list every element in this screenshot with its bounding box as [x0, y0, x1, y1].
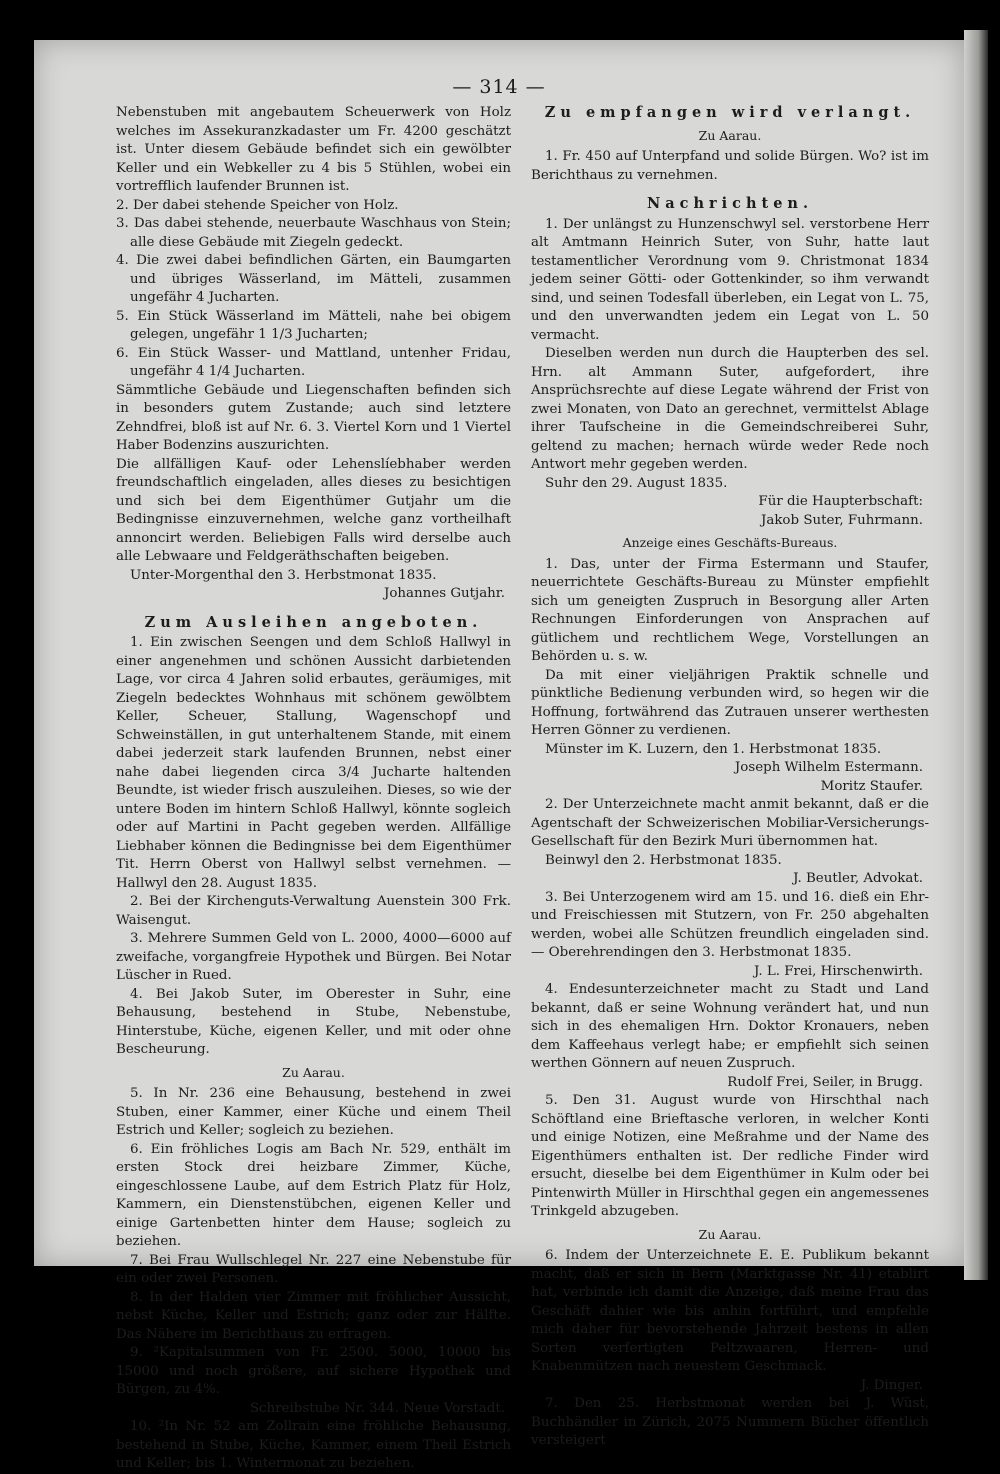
signature: J. Dinger.: [860, 1377, 923, 1393]
notice: 1. Das, unter der Firma Estermann und Staufer, neuerrichtete Geschäfts-Bureau zu Münster empfiehlt sich um geneigten Zuspruch in Besorgung aller Arten Rechnungen Einforderungen von Ansprachen auf gütlichem und rechtlichem Wege, Vorstellungen an Behörden u. s. w.: [531, 556, 929, 664]
paragraph: Nebenstuben mit angebautem Scheuerwerk von Holz welches im Assekuranzkadaster um Fr. 4200 geschätzt ist. Unter diesem Gebäude befindet sich ein gewölbter Keller und ein Webkeller zu 4 bis 5 Stühlen, wobei ein vortrefflich laufender Brunnen ist.: [116, 105, 511, 194]
notice: 1. Ein zwischen Seengen und dem Schloß Hallwyl in einer angenehmen und schönen Aussicht darbietenden Lage, vor circa 4 Jahren solid erbautes, geräumiges, mit Ziegeln bedecktes Wohnhaus mit schönem gewölbtem Keller, Scheuer, Stallung, Wagenschopf und Schweinställen, in gut unterhaltenem Stande, mit einem dabei jederzeit stark laufenden Brunnen, nebst einer nahe dabei liegenden circa 3/4 Jucharte haltenden Beundte, ist wieder frisch auszuleihen. Dieses, so wie der untere Boden im hintern Schloß Hallwyl, könnte sogleich oder auf Martini in Pacht gegeben werden. Allfällige Liebhaber können die Bedingnisse bei dem Eigenthümer Tit. Herrn Oberst von Hallwyl selbst vernehmen. — Hallwyl den 28. August 1835.: [116, 635, 511, 891]
location-subheading: Zu Aarau.: [698, 127, 762, 143]
newspaper-page: [34, 40, 964, 1471]
notice: 5. Den 31. August wurde von Hirschthal nach Schöftland eine Brieftasche verloren, in welcher Konti und einige Notizen, eine Meßrahme und der Name des Eigenthümers enthalten ist. Der redliche Finder wird ersucht, dieselbe bei dem Eigenthümer in Kulm oder bei Pintenwirth Müller in Hirschthal gegen ein angemessenes Trinkgeld abzugeben.: [531, 1093, 929, 1219]
left-column: [116, 104, 511, 1474]
notice: 3. Bei Unterzogenem wird am 15. und 16. dieß ein Ehr- und Freischiessen mit Stutzern, von Fr. 250 abgehalten werden, wobei alle Schützen freundlich eingeladen sind. — Oberehrendingen den 3. Herbstmonat 1835.: [531, 889, 929, 960]
notice: 4. Endesunterzeichneter macht zu Stadt und Land bekannt, daß er seine Wohnung verändert hat, und nun sich in des ehemaligen Hrn. Doktor Kronauers, neben dem Kaffeehaus verlegt habe; er empfiehlt sich seinen werthen Gönnern auf neuen Zuspruch.: [531, 982, 929, 1071]
notice: 1. Der unlängst zu Hunzenschwyl sel. verstorbene Herr alt Amtmann Heinrich Suter, von Suhr, hatte laut testamentlicher Verordnung vom 9. Christmonat 1834 jedem seiner Götti- oder Gottenkinder, so ihm verwandt sind, und seinen Todesfall überleben, ein Legat von L. 75, und den unverwandten jedem ein Legat von L. 50 vermacht.: [531, 216, 929, 343]
list-item: 5. Ein Stück Wässerland im Mätteli, nahe bei obigem gelegen, ungefähr 1 1/3 Jucharten;: [116, 308, 511, 342]
section-heading: Zu empfangen wird verlangt.: [544, 104, 916, 121]
signature: J. L. Frei, Hirschenwirth.: [754, 963, 923, 979]
notice: Da mit einer vieljährigen Praktik schnelle und pünktliche Bedienung verbunden wird, so hegen wir die Hoffnung, fortwährend das Zutrauen unserer werthesten Herren Gönner zu verdienen.: [531, 667, 929, 738]
page-number: — 314 —: [452, 76, 546, 98]
list-item: 2. Der dabei stehende Speicher von Holz.: [116, 197, 399, 213]
section-heading: Nachrichten.: [646, 195, 814, 212]
list-item: 4. Die zwei dabei befindlichen Gärten, ein Baumgarten und übriges Wässerland, im Mätteli, zusammen ungefähr 4 Jucharten.: [116, 253, 511, 305]
list-item: 6. Ein Stück Wasser- und Mattland, untenher Fridau, ungefähr 4 1/4 Jucharten.: [116, 345, 511, 379]
notice: 7. Den 25. Herbstmonat werden bei J. Wüst, Buchhändler in Zürich, 2075 Nummern Bücher öffentlich versteigert: [531, 1396, 929, 1448]
subheading: Anzeige eines Geschäfts-Bureaus.: [622, 535, 838, 550]
page-edge: [964, 30, 988, 1280]
signature: Moritz Staufer.: [820, 778, 923, 794]
list-item: 3. Das dabei stehende, neuerbaute Waschhaus von Stein; alle diese Gebäude mit Ziegeln gedeckt.: [116, 216, 511, 250]
notice: 5. In Nr. 236 eine Behausung, bestehend in zwei Stuben, einer Kammer, einer Küche und einem Theil Estrich und Keller; sogleich zu beziehen.: [116, 1086, 511, 1138]
notice: 10. ²In Nr. 52 am Zollrain eine fröhliche Behausung, bestehend in Stube, Küche, Kammer, einem Theil Estrich und Keller; bis 1. Wintermonat zu beziehen.: [116, 1419, 511, 1471]
signature: Johannes Gutjahr.: [384, 586, 505, 601]
signature: Schreibstube Nr. 344. Neue Vorstadt.: [249, 1400, 505, 1416]
paragraph: Sämmtliche Gebäude und Liegenschaften befinden sich in besonders gutem Zustande; auch sind letztere Zehndfrei, bloß ist auf Nr. 6. 3. Viertel Korn und 1 Viertel Haber Bodenzins auszurichten.: [116, 382, 511, 453]
location-subheading: Zu Aarau.: [698, 1226, 762, 1242]
notice: 7. Bei Frau Wullschlegel Nr. 227 eine Nebenstube für ein oder zwei Personen.: [116, 1252, 511, 1286]
signature: Rudolf Frei, Seiler, in Brugg.: [727, 1074, 923, 1090]
right-column: [531, 104, 929, 1451]
notice: Dieselben werden nun durch die Haupterben des sel. Hrn. alt Ammann Suter, aufgefordert, ihre Ansprüchsrechte auf diese Legate während der Frist von zwei Monaten, von Dato an gerechnet, vermittelst Ablage ihrer Taufscheine in die Gemeindschreiberei Suhr, geltend zu machen; hernach würde weder Rede noch Antwort mehr gegeben werden.: [531, 346, 929, 472]
notice: 8. In der Halden vier Zimmer mit fröhlicher Aussicht, nebst Küche, Keller und Estrich; ganz oder zur Hälfte. Das Nähere im Berichthaus zu erfragen.: [116, 1289, 511, 1342]
dateline: Suhr den 29. August 1835.: [545, 475, 728, 491]
notice: 1. Fr. 450 auf Unterpfand und solide Bürgen. Wo? ist im Berichthaus zu vernehmen.: [531, 149, 929, 183]
signature: Joseph Wilhelm Estermann.: [734, 760, 923, 775]
notice: 4. Bei Jakob Suter, im Oberester in Suhr, eine Behausung, bestehend in Stube, Nebenstube, Hinterstube, Küche, eigenen Keller, und mit oder ohne Bescheurung.: [116, 986, 511, 1057]
notice: 2. Der Unterzeichnete macht anmit bekannt, daß er die Agentschaft der Schweizerischen Mobiliar-Versicherungs-Gesellschaft für den Bezirk Muri übernommen hat.: [531, 797, 929, 849]
dateline: Münster im K. Luzern, den 1. Herbstmonat 1835.: [545, 741, 882, 757]
dateline: Beinwyl den 2. Herbstmonat 1835.: [545, 852, 782, 868]
notice: 6. Ein fröhliches Logis am Bach Nr. 529, enthält im ersten Stock drei heizbare Zimmer, Küche, eingeschlossene Laube, auf dem Estrich Platz für Holz, Kammern, ein Dienstenstübchen, eigenen Keller und einige Gartenbetten hinter dem Hause; sogleich zu beziehen.: [116, 1141, 511, 1249]
signature: J. Beutler, Advokat.: [793, 871, 923, 886]
notice: 3. Mehrere Summen Geld von L. 2000, 4000—6000 auf zweifache, vorgangfreie Hypothek und Bürgen. Bei Notar Lüscher in Rued.: [116, 931, 511, 983]
signature: Jakob Suter, Fuhrmann.: [760, 512, 923, 528]
location-subheading: Zu Aarau.: [282, 1064, 345, 1080]
signature: Für die Haupterbschaft:: [758, 494, 923, 509]
paragraph: Die allfälligen Kauf- oder Lehenslíebhaber werden freundschaftlich eingeladen, alles dieses zu besichtigen und sich bei dem Eigenthümer Gutjahr um die Bedingnisse einzuvernehmen, welche ganz vortheilhaft annoncirt werden. Beliebigen Falls wird derselbe auch alle Lebwaare und Feldgeräthschaften beigeben.: [116, 456, 511, 564]
section-heading: Zum Ausleihen angeboten.: [144, 613, 483, 631]
notice: 2. Bei der Kirchenguts-Verwaltung Auenstein 300 Frk. Waisengut.: [116, 894, 511, 928]
notice: 9. ²Kapitalsummen von Fr. 2500. 5000, 10000 bis 15000 und noch größere, auf sichere Hypothek und Bürgen, zu 4%.: [116, 1345, 511, 1397]
dateline: Unter-Morgenthal den 3. Herbstmonat 1835.: [130, 567, 437, 583]
notice: 6. Indem der Unterzeichnete E. E. Publikum bekannt macht, daß er sich in Bern (Marktgasse Nr. 41) etablirt hat, verbinde ich damit die Anzeige, daß meine Frau das Geschäft dahier wie bis anhin fortführt, und empfehle mich daher für bevorstehende Jahrzeit bestens in allen Sorten verfertigten Peltzwaaren, Herren- und Knabenmützen nach neuestem Geschmack.: [531, 1248, 929, 1374]
